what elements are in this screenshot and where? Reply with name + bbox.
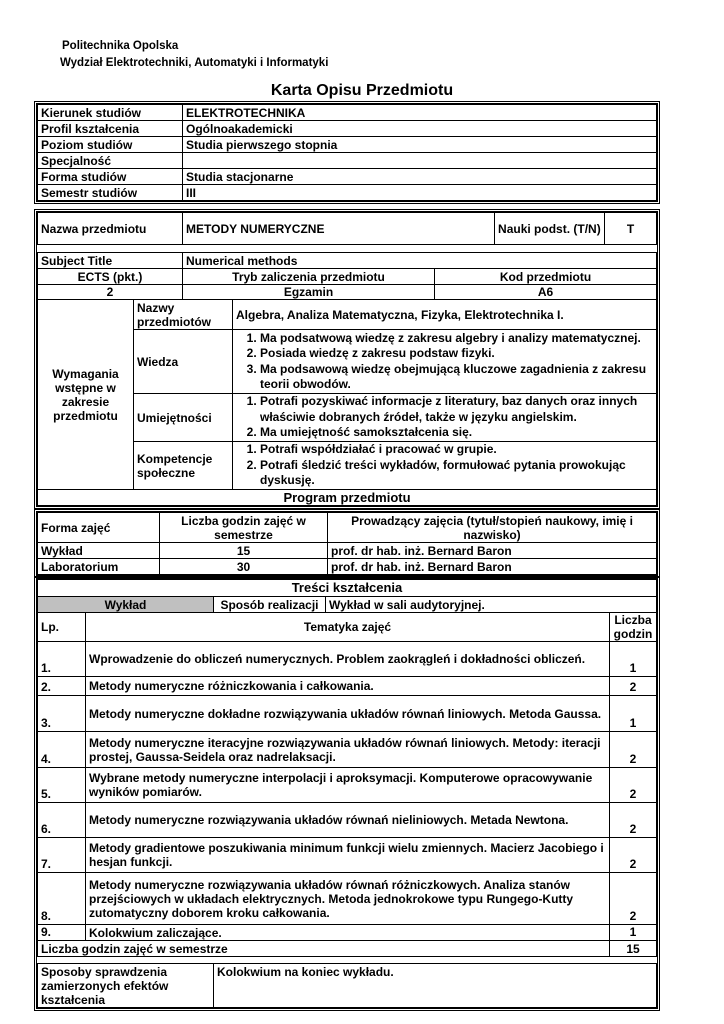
study-value — [183, 153, 657, 169]
table-row — [38, 768, 657, 803]
total-hours-value: 15 — [610, 941, 657, 957]
verification-label: Sposoby sprawdzenia zamierzonych efektów kształcenia — [38, 964, 214, 1008]
topic-hours: 2 — [610, 768, 657, 803]
topic-lp: 5. — [38, 768, 86, 803]
class-hours: 30 — [160, 559, 328, 575]
topic-text: Wybrane metody numeryczne interpolacji i aproksymacji. Komputerowe opracowywanie wyników pomiarów. — [86, 768, 610, 803]
social-list — [233, 442, 657, 490]
classes-header-teacher: Prowadzący zajęcia (tytuł/stopień naukowy, imię i nazwisko) — [328, 513, 657, 543]
topic-hours: 1 — [610, 696, 657, 732]
topic-text: Metody gradientowe poszukiwania minimum funkcji wielu zmiennych. Macierz Jacobiego i hesjan funkcji. — [86, 838, 610, 873]
study-row — [38, 105, 657, 121]
method-value: Wykład w sali audytoryjnej. — [326, 597, 657, 613]
prereq-names-value: Algebra, Analiza Matematyczna, Fizyka, Elektrotechnika I. — [233, 300, 657, 330]
skills-label: Umiejętności — [134, 394, 233, 442]
subject-name-label: Nazwa przedmiotu — [38, 213, 183, 245]
list-item: 1. Ma podsatwową wiedzę z zakresu algebry i analizy matematycznej. — [260, 331, 653, 347]
table-row — [38, 696, 657, 732]
study-row — [38, 153, 657, 169]
topic-hours: 2 — [610, 838, 657, 873]
study-value: Ogólnoakademicki — [183, 121, 657, 137]
topic-hours: 2 — [610, 677, 657, 696]
topic-lp: 9. — [38, 925, 86, 941]
study-row — [38, 185, 657, 201]
table-row — [38, 838, 657, 873]
code-label: Kod przedmiotu — [435, 269, 657, 285]
study-label: Profil kształcenia — [38, 121, 183, 137]
study-label: Poziom studiów — [38, 137, 183, 153]
topic-text: Metody numeryczne różniczkowania i całkowania. — [86, 677, 610, 696]
col-lp: Lp. — [38, 613, 86, 642]
content-block — [34, 576, 660, 1011]
class-teacher: prof. dr hab. inż. Bernard Baron — [328, 559, 657, 575]
content-type-label: Wykład — [38, 597, 214, 613]
col-topic: Tematyka zajęć — [86, 613, 610, 642]
topic-text: Wprowadzenie do obliczeń numerycznych. Problem zaokrągleń i dokładności obliczeń. — [86, 642, 610, 677]
table-row — [38, 559, 657, 575]
page-title: Karta Opisu Przedmiotu — [270, 82, 454, 99]
prereq-names-label: Nazwy przedmiotów — [134, 300, 233, 330]
study-label: Kierunek studiów — [38, 105, 183, 121]
topic-lp: 3. — [38, 696, 86, 732]
skills-list — [233, 394, 657, 442]
classes-header-hours: Liczba godzin zajęć w semestrze — [160, 513, 328, 543]
classes-header-form: Forma zajęć — [38, 513, 160, 543]
subject-title-value: Numerical methods — [183, 253, 657, 269]
program-heading: Program przedmiotu — [38, 490, 657, 506]
subject-title-label: Subject Title — [38, 253, 183, 269]
prereq-label: Wymagania wstępne w zakresie przedmiotu — [38, 300, 134, 490]
study-value: Studia pierwszego stopnia — [183, 137, 657, 153]
topic-text: Metody numeryczne rozwiązywania układów równań różniczkowych. Analiza stanów przejściowych w układach elektrycznych. Metoda jednokrokowe typu Rungego-Kutty zutomatyczny doborem kroku całkowania. — [86, 873, 610, 925]
verification-value: Kolokwium na koniec wykładu. — [214, 964, 657, 1008]
classes-block — [34, 509, 660, 578]
study-value: Studia stacjonarne — [183, 169, 657, 185]
study-row — [38, 137, 657, 153]
topic-hours: 1 — [610, 642, 657, 677]
ects-label: ECTS (pkt.) — [38, 269, 183, 285]
topic-hours: 1 — [610, 925, 657, 941]
list-item: 2. Potrafi śledzić treści wykładów, formułować pytania prowokując dyskusję. — [260, 458, 653, 489]
university-name: Politechnika Opolska — [62, 40, 179, 52]
basic-science-value: T — [605, 213, 657, 245]
study-label: Forma studiów — [38, 169, 183, 185]
topic-text: Metody numeryczne dokładne rozwiązywania układów równań liniowych. Metoda Gaussa. — [86, 696, 610, 732]
topic-lp: 7. — [38, 838, 86, 873]
list-item: 2. Ma umiejętność samokształcenia się. — [260, 425, 653, 441]
study-label: Specjalność — [38, 153, 183, 169]
study-row — [38, 169, 657, 185]
topic-lp: 8. — [38, 873, 86, 925]
table-row — [38, 642, 657, 677]
table-row — [38, 873, 657, 925]
table-row — [38, 732, 657, 768]
subject-block — [34, 209, 660, 509]
class-form: Wykład — [38, 543, 160, 559]
table-row — [38, 803, 657, 838]
table-row — [38, 677, 657, 696]
faculty-name: Wydział Elektrotechniki, Automatyki i Informatyki — [60, 57, 329, 69]
topic-lp: 1. — [38, 642, 86, 677]
list-item: 2. Posiada wiedzę z zakresu podstaw fizyki. — [260, 346, 653, 362]
study-value: III — [183, 185, 657, 201]
mode-value: Egzamin — [183, 285, 435, 300]
study-value: ELEKTROTECHNIKA — [183, 105, 657, 121]
ects-value: 2 — [38, 285, 183, 300]
subject-name-value: METODY NUMERYCZNE — [183, 213, 495, 245]
code-value: A6 — [435, 285, 657, 300]
social-label: Kompetencje społeczne — [134, 442, 233, 490]
study-label: Semestr studiów — [38, 185, 183, 201]
basic-science-label: Nauki podst. (T/N) — [495, 213, 605, 245]
content-heading: Treści kształcenia — [38, 580, 657, 597]
list-item: 1. Potrafi współdziałać i pracować w grupie. — [260, 442, 653, 458]
topic-hours: 2 — [610, 873, 657, 925]
knowledge-label: Wiedza — [134, 330, 233, 394]
topic-hours: 2 — [610, 803, 657, 838]
topic-text: Kolokwium zaliczające. — [86, 925, 610, 941]
mode-label: Tryb zaliczenia przedmiotu — [183, 269, 435, 285]
study-info-block — [34, 101, 660, 204]
topic-lp: 4. — [38, 732, 86, 768]
topic-hours: 2 — [610, 732, 657, 768]
study-row — [38, 121, 657, 137]
total-hours-label: Liczba godzin zajęć w semestrze — [38, 941, 610, 957]
table-row — [38, 925, 657, 941]
class-form: Laboratorium — [38, 559, 160, 575]
col-hours: Liczba godzin — [610, 613, 657, 642]
class-hours: 15 — [160, 543, 328, 559]
topic-lp: 2. — [38, 677, 86, 696]
table-row — [38, 543, 657, 559]
method-label: Sposób realizacji — [214, 597, 326, 613]
class-teacher: prof. dr hab. inż. Bernard Baron — [328, 543, 657, 559]
topic-lp: 6. — [38, 803, 86, 838]
list-item: 1. Potrafi pozyskiwać informacje z literatury, baz danych oraz innych właściwie dobranych źródeł, także w języku angielskim. — [260, 394, 653, 425]
topic-text: Metody numeryczne iteracyjne rozwiązywania układów równań liniowych. Metody: iteracji prostej, Gaussa-Seidela oraz nadrelaksacji. — [86, 732, 610, 768]
list-item: 3. Ma podsawową wiedzę obejmującą kluczowe zagadnienia z zakresu teorii obwodów. — [260, 362, 653, 393]
knowledge-list — [233, 330, 657, 394]
topic-text: Metody numeryczne rozwiązywania układów równań nieliniowych. Metada Newtona. — [86, 803, 610, 838]
